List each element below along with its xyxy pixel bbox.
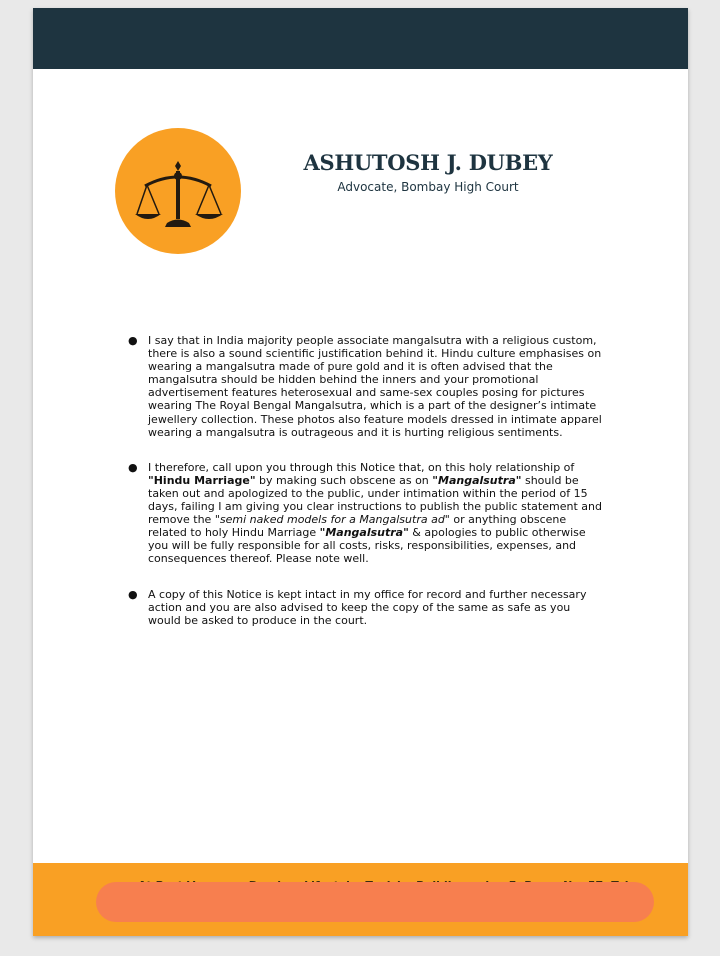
advocate-name: ASHUTOSH J. DUBEY <box>303 150 553 175</box>
paragraph-text: I say that in India majority people associate mangalsutra with a religious custom, there is also a sound scientific justification behind it. Hindu culture emphasises on wearing a mangalsutra made of pure gold and it is often advised that the mangalsutra should be hidden behind the inners and your promotional advertisement features heterosexual and same-sex couples posing for pictures wearing The Royal Bengal Mangalsutra, which is a part of the designer’s intimate jewellery collection. These photos also feature models dressed in intimate apparel wearing a mangalsutra is outrageous and it is hurting religious sentiments. <box>148 334 602 439</box>
advocate-title: Advocate, Bombay High Court <box>337 180 519 194</box>
paragraph-text: by making such obscene as on <box>255 473 433 487</box>
notice-body <box>128 334 606 649</box>
bold-term: "Hindu Marriage" <box>148 473 256 487</box>
bullet: ● <box>128 460 138 474</box>
list-item <box>128 461 606 566</box>
bold-italic-term: "Mangalsutra" <box>319 526 409 540</box>
footer-band <box>33 863 688 936</box>
header-band <box>33 8 688 69</box>
paragraph-text: & apologies to public otherwise you will be fully responsible for all costs, risks, responsibilities, expenses, and consequences thereof. Please note well. <box>148 526 586 566</box>
bullet: ● <box>128 334 138 347</box>
scales-of-justice-icon <box>115 128 241 254</box>
document-page <box>33 8 688 936</box>
list-item <box>128 588 606 627</box>
paragraph-text: I therefore, call upon you through this Notice that, on this holy relationship of <box>148 460 575 474</box>
paragraph-text: or anything obscene related to holy Hindu Marriage <box>148 513 567 540</box>
paragraph-text: A copy of this Notice is kept intact in my office for record and further necessary action and you are also advised to keep the copy of the same as safe as you would be asked to produce in the court. <box>148 587 587 627</box>
bullet: ● <box>128 587 138 601</box>
bold-italic-term: "Mangalsutra" <box>432 473 522 487</box>
list-item <box>128 334 606 439</box>
italic-term: "semi naked models for a Mangalsutra ad" <box>214 513 450 527</box>
paragraph-text: should be taken out and apologized to the public, under intimation within the period of 15 days, failing I am giving you clear instructions to publish the public statement and remove the <box>148 473 602 527</box>
redaction-overlay <box>96 882 654 922</box>
